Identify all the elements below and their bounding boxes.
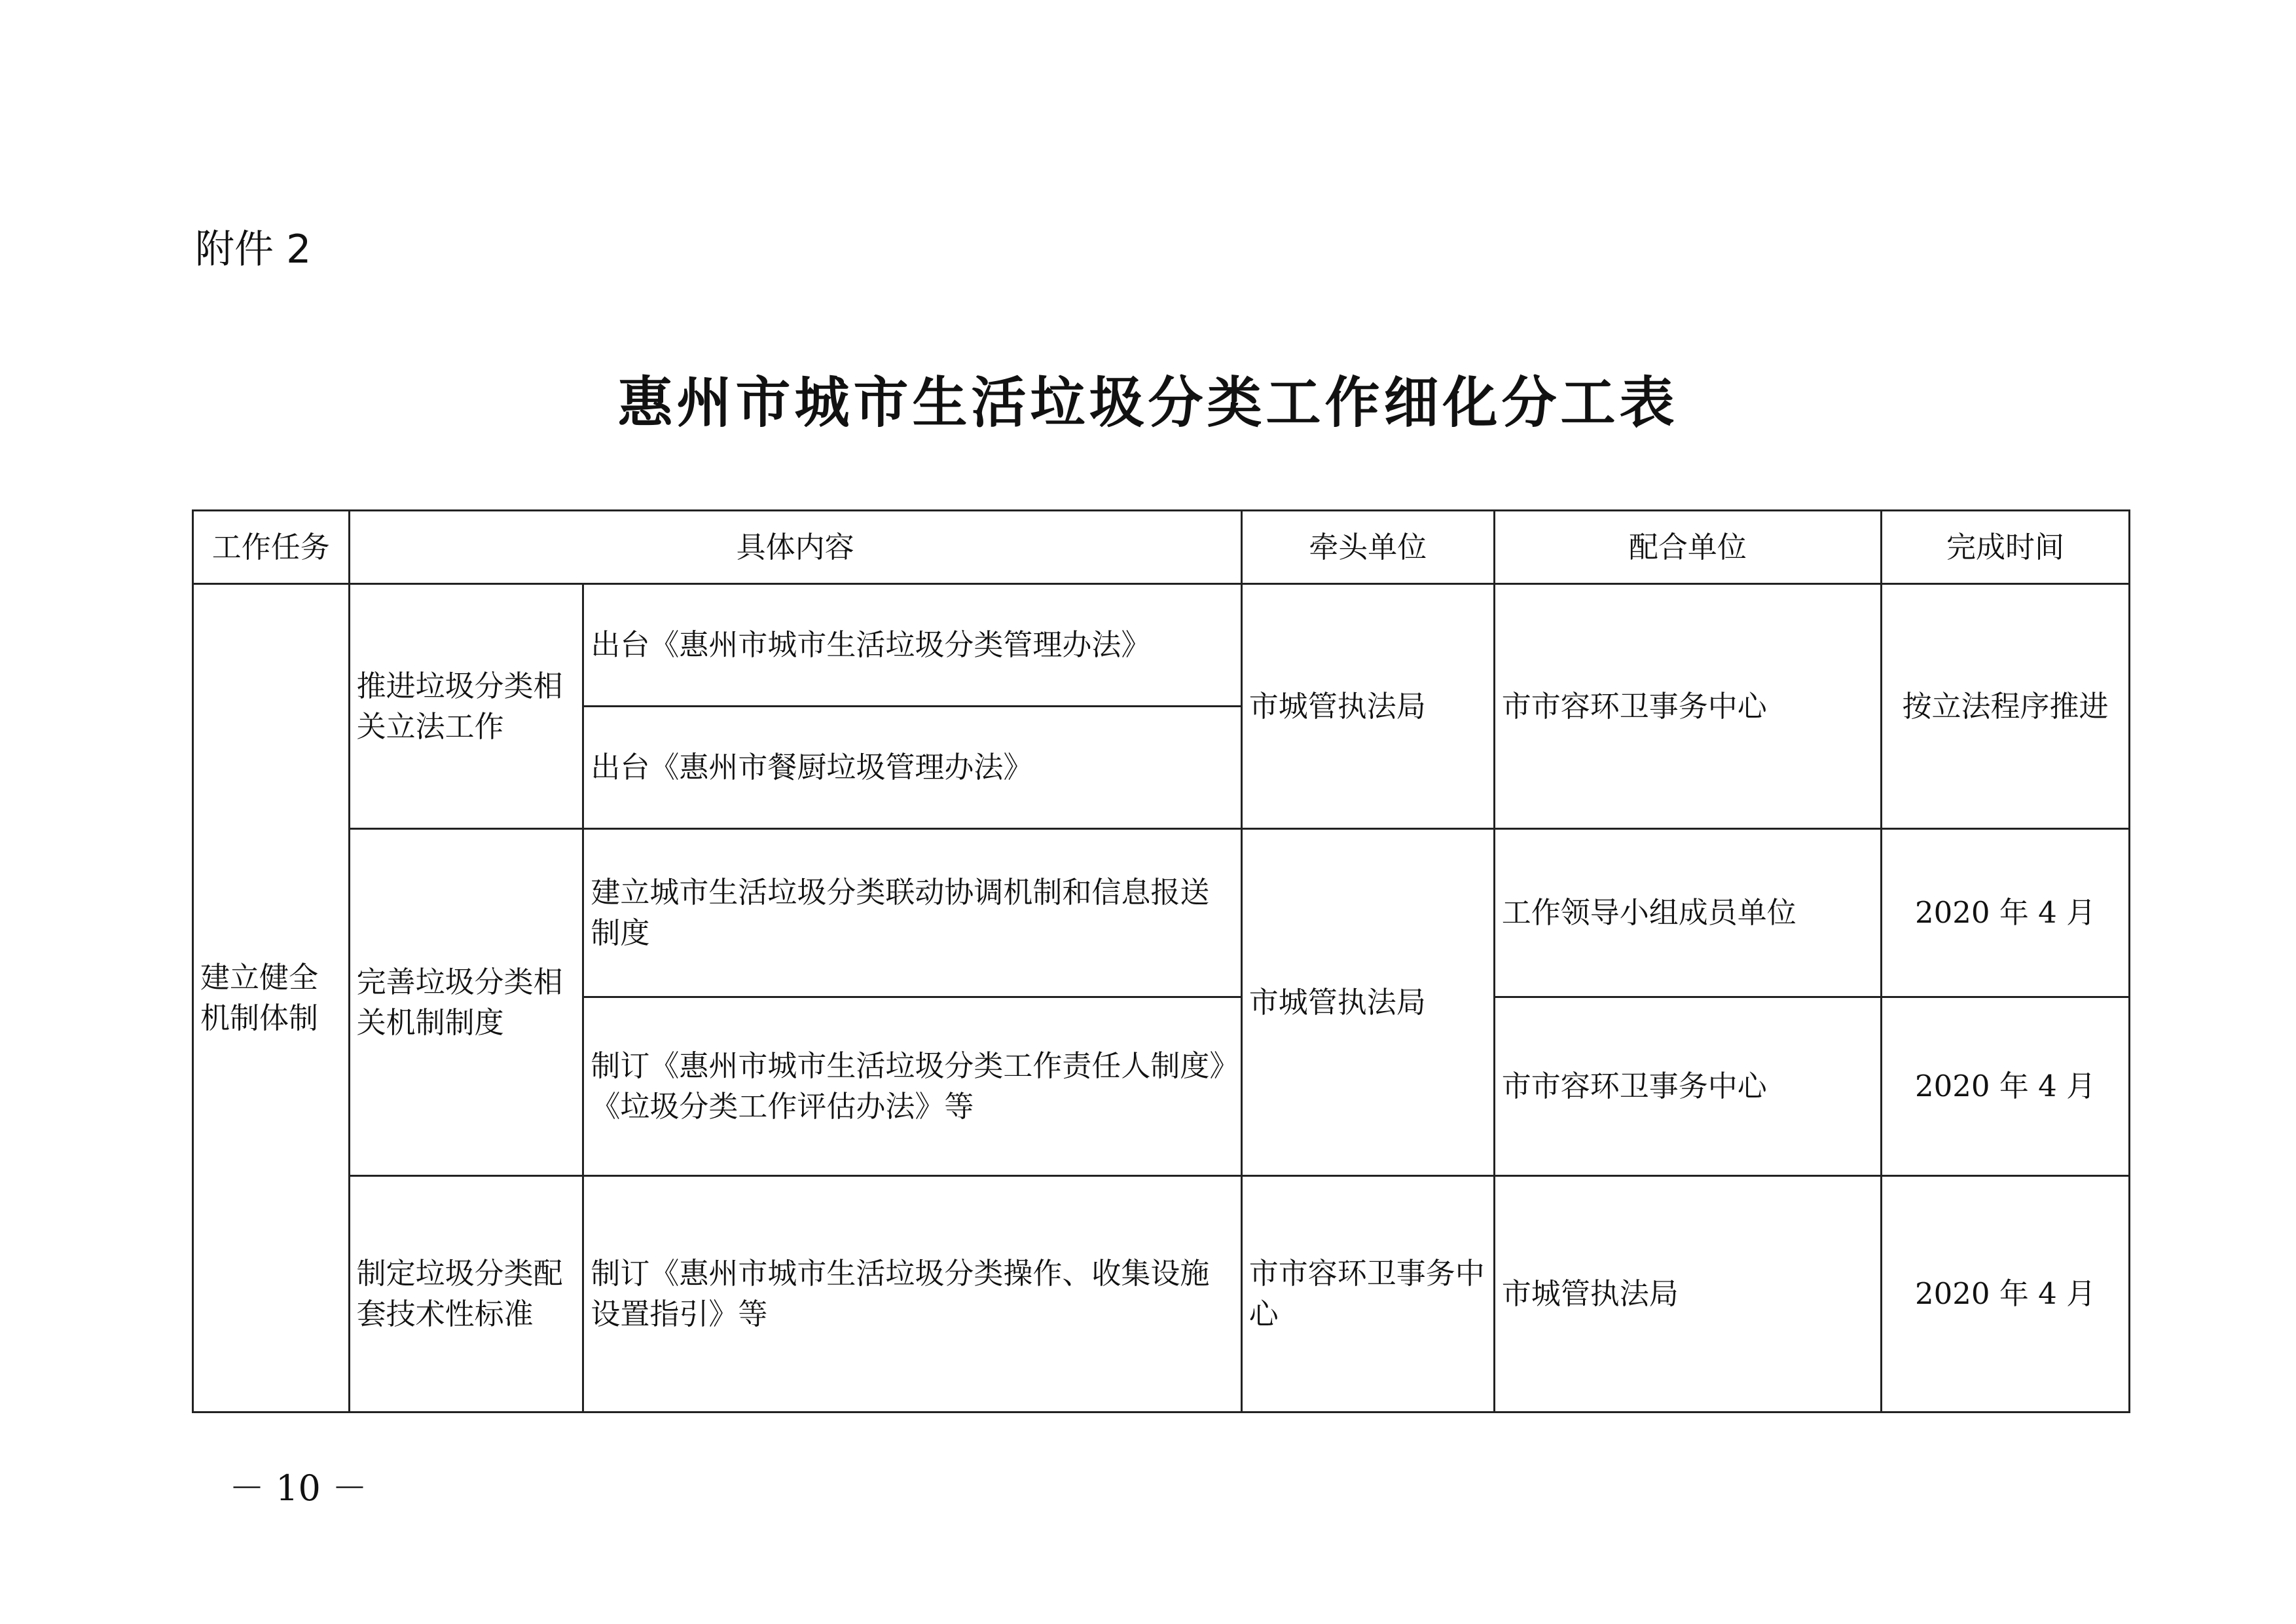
cooperate-cell: 市市容环卫事务中心 <box>1494 997 1881 1176</box>
table-row <box>193 584 2130 707</box>
header-deadline: 完成时间 <box>1882 511 2130 584</box>
deadline-cell: 按立法程序推进 <box>1882 584 2130 829</box>
cooperate-cell: 工作领导小组成员单位 <box>1494 829 1881 997</box>
subtask-cell: 制定垃圾分类配套技术性标准 <box>349 1176 583 1412</box>
subtask-cell: 完善垃圾分类相关机制制度 <box>349 829 583 1176</box>
deadline-cell: 2020 年 4 月 <box>1882 829 2130 997</box>
content-cell: 制订《惠州市城市生活垃圾分类操作、收集设施设置指引》等 <box>583 1176 1241 1412</box>
table-header-row <box>193 511 2130 584</box>
header-task: 工作任务 <box>193 511 350 584</box>
content-cell: 出台《惠州市餐厨垃圾管理办法》 <box>583 707 1241 829</box>
cooperate-cell: 市城管执法局 <box>1494 1176 1881 1412</box>
attachment-label: 附件 2 <box>195 227 312 272</box>
task-cell: 建立健全机制体制 <box>193 584 350 1412</box>
deadline-cell: 2020 年 4 月 <box>1882 997 2130 1176</box>
content-cell: 建立城市生活垃圾分类联动协调机制和信息报送制度 <box>583 829 1241 997</box>
division-of-labor-table <box>192 509 2130 1413</box>
deadline-cell: 2020 年 4 月 <box>1882 1176 2130 1412</box>
content-cell: 出台《惠州市城市生活垃圾分类管理办法》 <box>583 584 1241 707</box>
cooperate-cell: 市市容环卫事务中心 <box>1494 584 1881 829</box>
page-number: － 10 － <box>229 1467 368 1509</box>
subtask-cell: 推进垃圾分类相关立法工作 <box>349 584 583 829</box>
header-content: 具体内容 <box>349 511 1241 584</box>
table-row <box>193 829 2130 997</box>
table-row <box>193 1176 2130 1412</box>
lead-cell: 市市容环卫事务中心 <box>1241 1176 1494 1412</box>
header-cooperate: 配合单位 <box>1494 511 1881 584</box>
lead-cell: 市城管执法局 <box>1241 584 1494 829</box>
document-title: 惠州市城市生活垃圾分类工作细化分工表 <box>617 370 1679 435</box>
header-lead: 牵头单位 <box>1241 511 1494 584</box>
lead-cell: 市城管执法局 <box>1241 829 1494 1176</box>
content-cell: 制订《惠州市城市生活垃圾分类工作责任人制度》《垃圾分类工作评估办法》等 <box>583 997 1241 1176</box>
